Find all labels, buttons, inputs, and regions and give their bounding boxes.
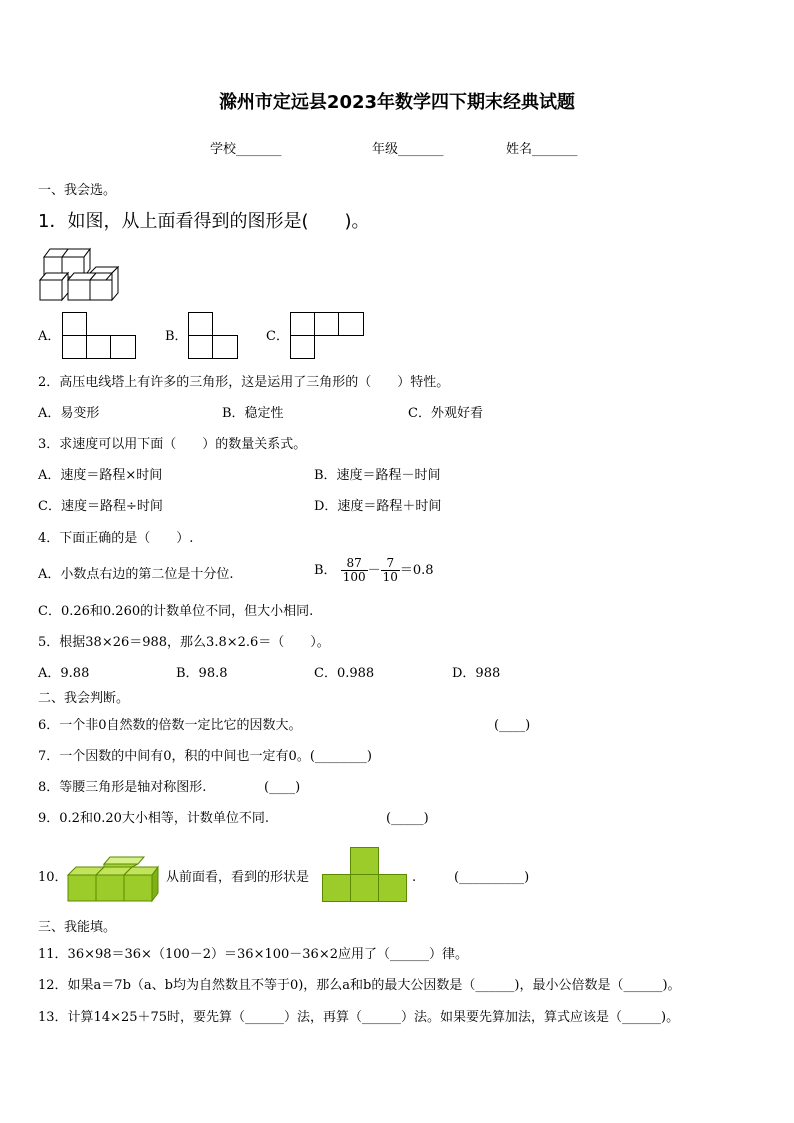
section-heading-3: 三、我能填。	[38, 920, 117, 935]
q2-option-c: C．外观好看	[408, 406, 483, 421]
minus-sign: －	[367, 562, 381, 578]
fraction-numerator: 7	[381, 557, 400, 571]
section-heading-1: 一、我会选。	[38, 183, 117, 198]
q1-option-a-label: A．	[38, 329, 61, 344]
front-view-figure	[322, 847, 408, 903]
question-12-text: 12．如果a＝7b（a、b均为自然数且不等于0)，那么a和b的最大公因数是（______)，最小公倍数是（______)。	[38, 978, 681, 993]
fraction-denominator: 10	[382, 570, 398, 584]
question-7-text: 7．一个因数的中间有0，积的中间也一定有0。(________)	[38, 749, 372, 764]
q5-option-d: D．988	[452, 666, 501, 681]
q3-option-c: C．速度＝路程÷时间	[38, 499, 163, 514]
q10-answer-blank[interactable]: (__________)	[454, 870, 530, 885]
fraction-numerator: 87	[341, 557, 368, 571]
question-10-text: 从前面看，看到的形状是	[166, 870, 310, 885]
q4-option-a: A．小数点右边的第二位是十分位.	[38, 567, 234, 582]
q1-option-b-shape	[188, 312, 240, 360]
question-11-text: 11．36×98＝36×（100－2）＝36×100－36×2应用了（______）律。	[38, 947, 468, 962]
q3-option-d: D．速度＝路程＋时间	[314, 499, 442, 514]
question-10-number: 10．	[38, 870, 68, 885]
q3-option-b: B．速度＝路程－时间	[314, 468, 441, 483]
q4-option-b-label: B．	[314, 562, 337, 578]
fraction-denominator: 100	[342, 570, 366, 584]
q1-option-c-shape	[290, 312, 366, 360]
q1-option-b-label: B．	[165, 329, 188, 344]
school-field: 学校_______	[210, 142, 282, 157]
q1-option-a-shape	[62, 312, 138, 360]
cube-stack-figure	[38, 246, 124, 304]
page-title: 滁州市定远县2023年数学四下期末经典试题	[218, 92, 576, 113]
q9-answer-blank[interactable]: (_____)	[386, 811, 429, 826]
question-3-text: 3．求速度可以用下面（ ）的数量关系式。	[38, 437, 307, 452]
question-4-text: 4．下面正确的是（ ）.	[38, 531, 194, 546]
question-8-text: 8．等腰三角形是轴对称图形.	[38, 780, 207, 795]
q5-option-b: B．98.8	[176, 666, 228, 681]
q4-option-c: C．0.26和0.260的计数单位不同，但大小相同.	[38, 604, 314, 619]
green-block-figure	[66, 855, 166, 903]
question-6-text: 6．一个非0自然数的倍数一定比它的因数大。	[38, 718, 302, 733]
question-2-text: 2．高压电线塔上有许多的三角形，这是运用了三角形的（ ）特性。	[38, 375, 450, 390]
q2-option-b: B．稳定性	[222, 406, 284, 421]
name-field: 姓名_______	[506, 142, 578, 157]
question-9-text: 9．0.2和0.20大小相等，计数单位不同.	[38, 811, 270, 826]
q10-period: .	[412, 870, 417, 885]
question-13-text: 13．计算14×25＋75时，要先算（______）法，再算（______）法。如果要先算加法，算式应该是（______)。	[38, 1010, 680, 1025]
q2-option-a: A．易变形	[38, 406, 100, 421]
q1-option-c-label: C．	[266, 329, 289, 344]
fraction-87-100	[341, 557, 368, 584]
section-heading-2: 二、我会判断。	[38, 691, 130, 706]
q6-answer-blank[interactable]: (____)	[494, 718, 531, 733]
question-1-text: 1．如图，从上面看得到的图形是( )。	[38, 211, 370, 232]
question-5-text: 5．根据38×26＝988，那么3.8×2.6＝（ ）。	[38, 635, 330, 650]
q8-answer-blank[interactable]: (____)	[264, 780, 301, 795]
fraction-7-10	[381, 557, 400, 584]
q3-option-a: A．速度＝路程×时间	[38, 468, 163, 483]
q5-option-a: A．9.88	[38, 666, 90, 681]
q5-option-c: C．0.988	[314, 666, 375, 681]
equation-result: ＝0.8	[399, 562, 434, 578]
grade-field: 年级_______	[372, 142, 444, 157]
q4-option-b	[314, 557, 434, 584]
